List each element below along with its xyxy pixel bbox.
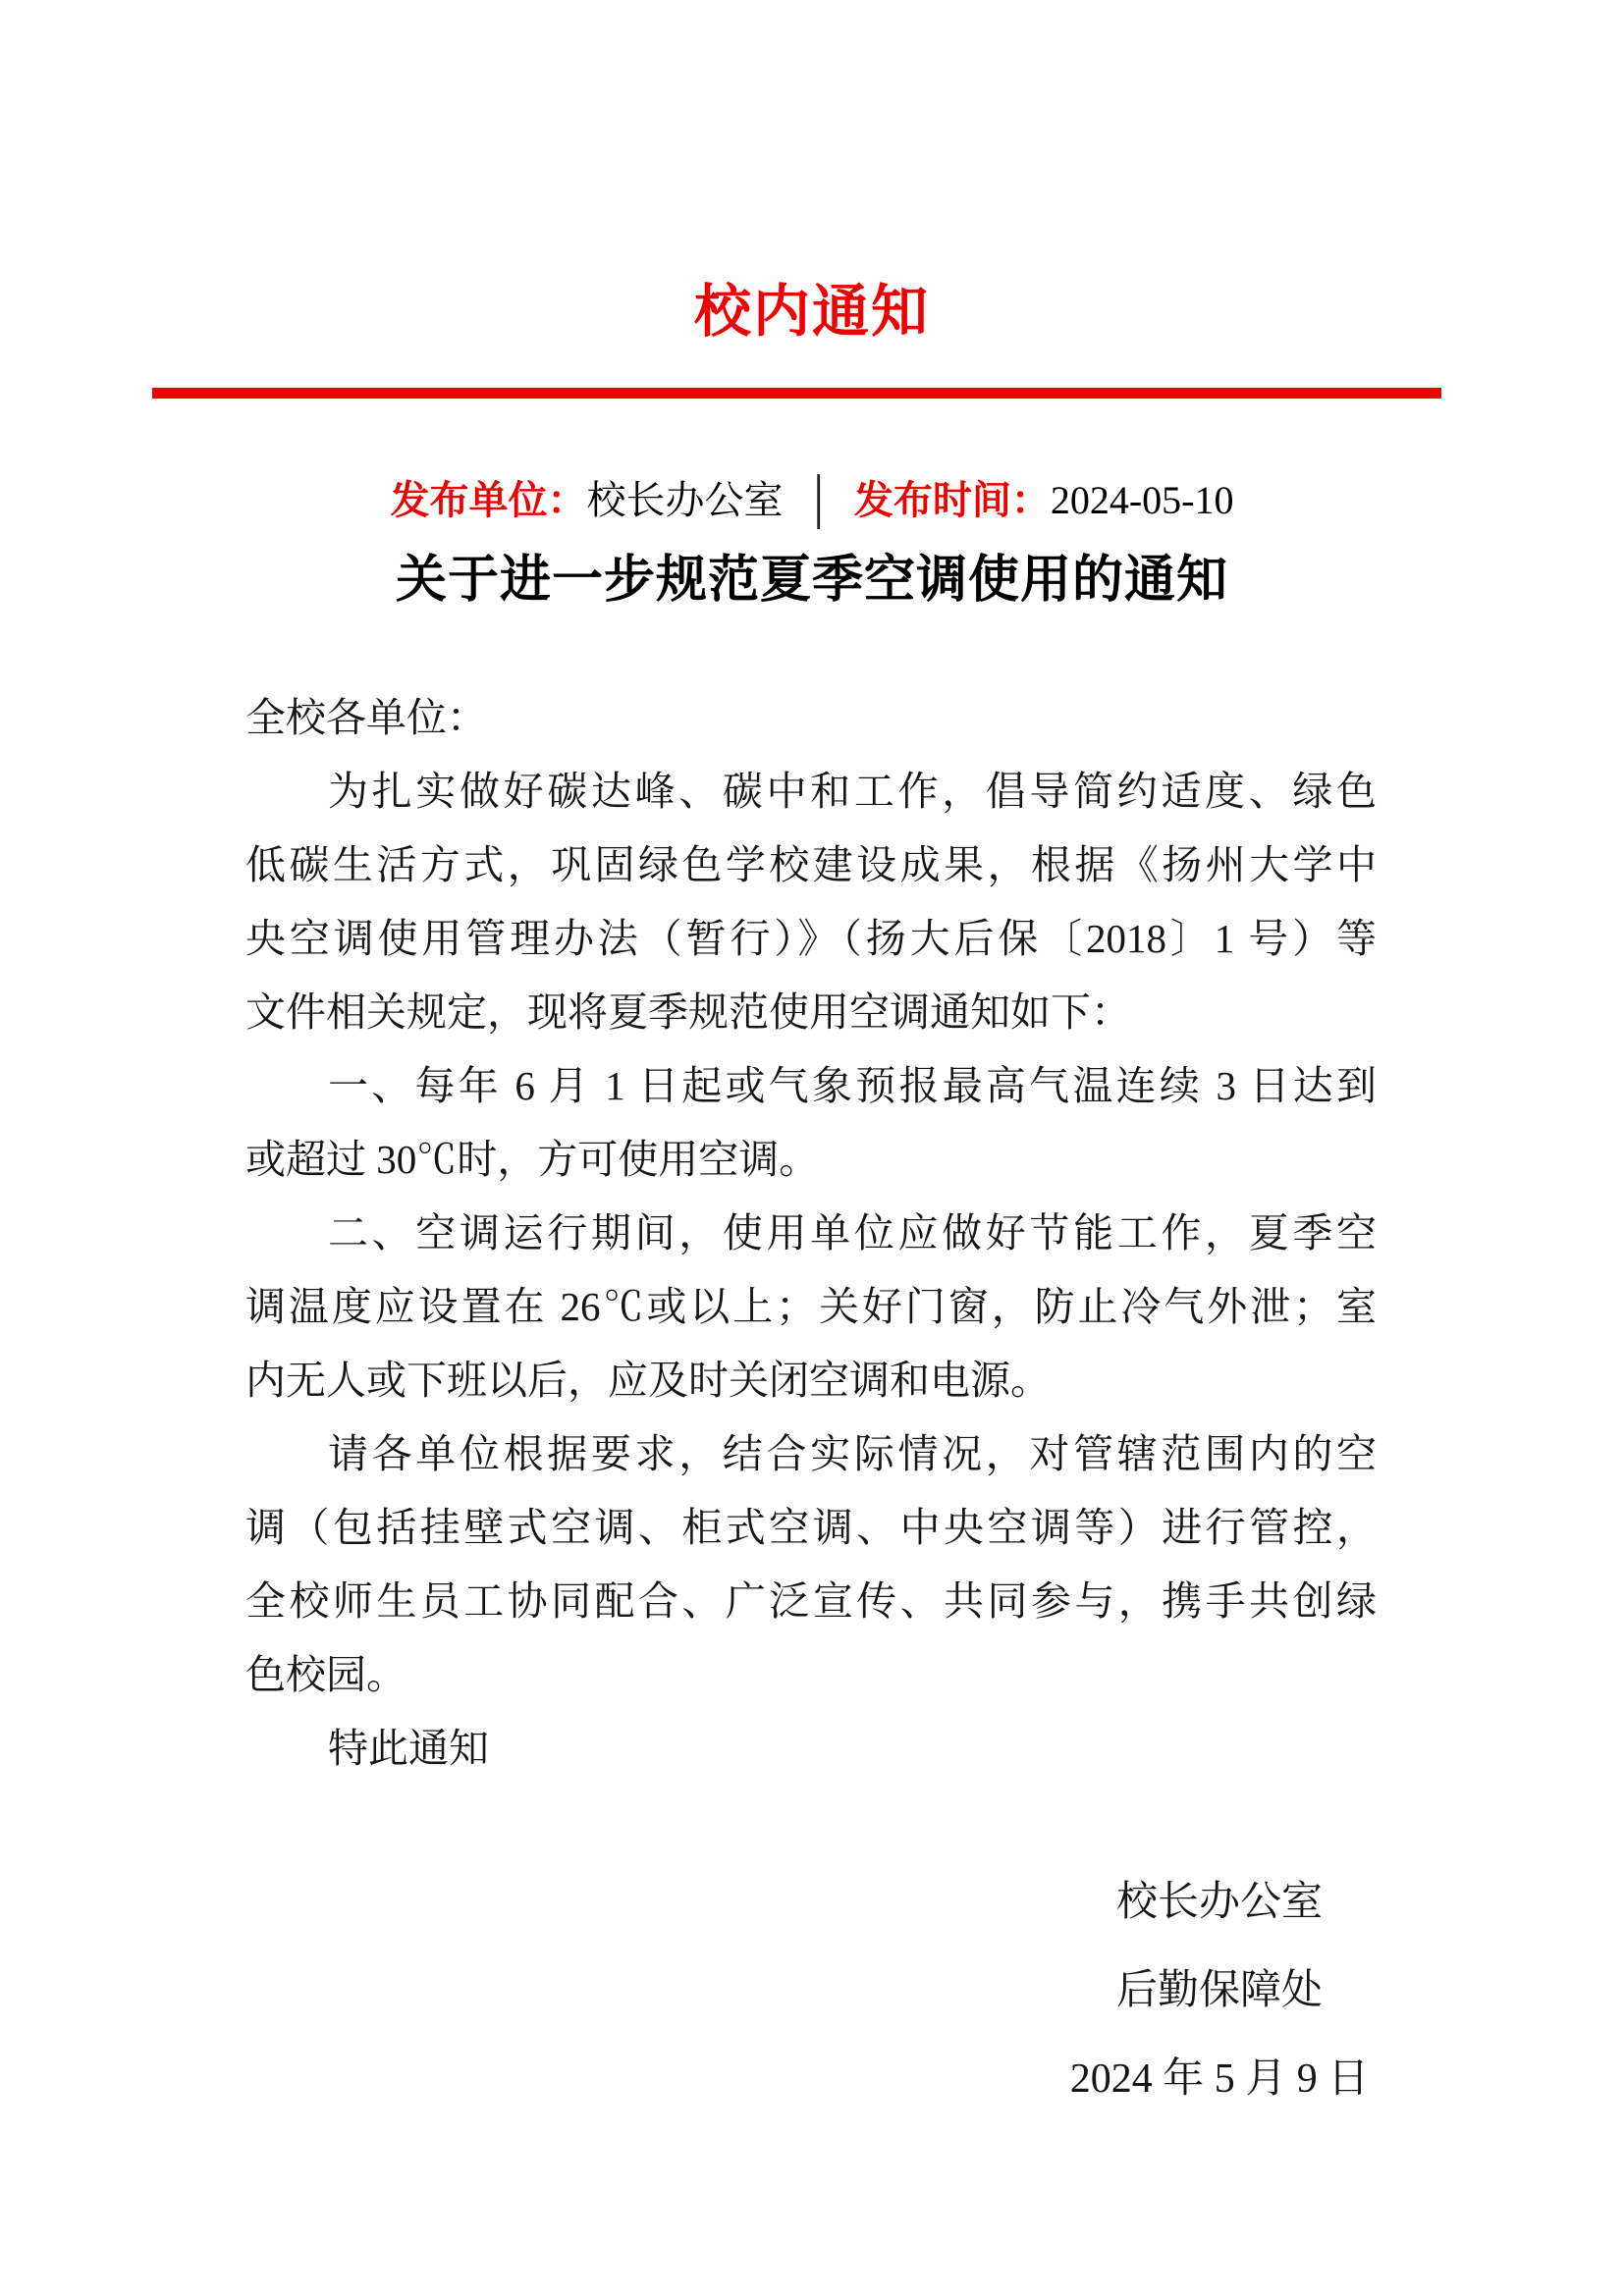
body-line: 央空调使用管理办法（暂行）》（扬大后保〔2018〕1 号）等	[245, 916, 1377, 961]
separator-bar: │	[804, 474, 833, 526]
notice-title: 关于进一步规范夏季空调使用的通知	[395, 553, 1228, 609]
publish-time-value: 2024-05-10	[1050, 478, 1234, 522]
body-line: 请各单位根据要求，结合实际情况，对管辖范围内的空	[328, 1431, 1377, 1476]
body-line: 一、每年 6 月 1 日起或气象预报最高气温连续 3 日达到	[328, 1063, 1377, 1108]
body-line: 低碳生活方式，巩固绿色学校建设成果，根据《扬州大学中	[245, 842, 1377, 887]
publish-time-label: 发布时间：	[853, 478, 1051, 522]
body-line: 特此通知	[328, 1726, 489, 1771]
body-line: 或超过 30℃时，方可使用空调。	[245, 1137, 820, 1182]
signature-office: 校长办公室	[1115, 1880, 1323, 1925]
body-line: 色校园。	[245, 1652, 406, 1697]
body-line: 为扎实做好碳达峰、碳中和工作，倡导简约适度、绿色	[328, 769, 1377, 814]
publisher-label: 发布单位：	[390, 478, 587, 522]
publish-info-bar	[0, 469, 1624, 525]
publisher-value: 校长办公室	[586, 478, 784, 522]
body-line: 调（包括挂壁式空调、柜式空调、中央空调等）进行管控，	[245, 1505, 1377, 1550]
signature-block	[1049, 1858, 1390, 2123]
body-line: 二、空调运行期间，使用单位应做好节能工作，夏季空	[328, 1210, 1377, 1255]
signature-date: 2024 年 5 月 9 日	[1069, 2056, 1370, 2102]
body-line: 调温度应设置在 26℃或以上；关好门窗，防止冷气外泄；室	[245, 1284, 1377, 1329]
notice-body	[245, 681, 1377, 1786]
page-title: 校内通知	[693, 280, 930, 344]
body-line: 全校各单位：	[245, 695, 487, 740]
signature-department: 后勤保障处	[1115, 1968, 1323, 2013]
body-line: 文件相关规定，现将夏季规范使用空调通知如下：	[245, 989, 1131, 1035]
header-divider-rule	[152, 388, 1441, 399]
body-line: 全校师生员工协同配合、广泛宣传、共同参与，携手共创绿	[245, 1578, 1377, 1624]
body-line: 内无人或下班以后，应及时关闭空调和电源。	[245, 1358, 1051, 1403]
